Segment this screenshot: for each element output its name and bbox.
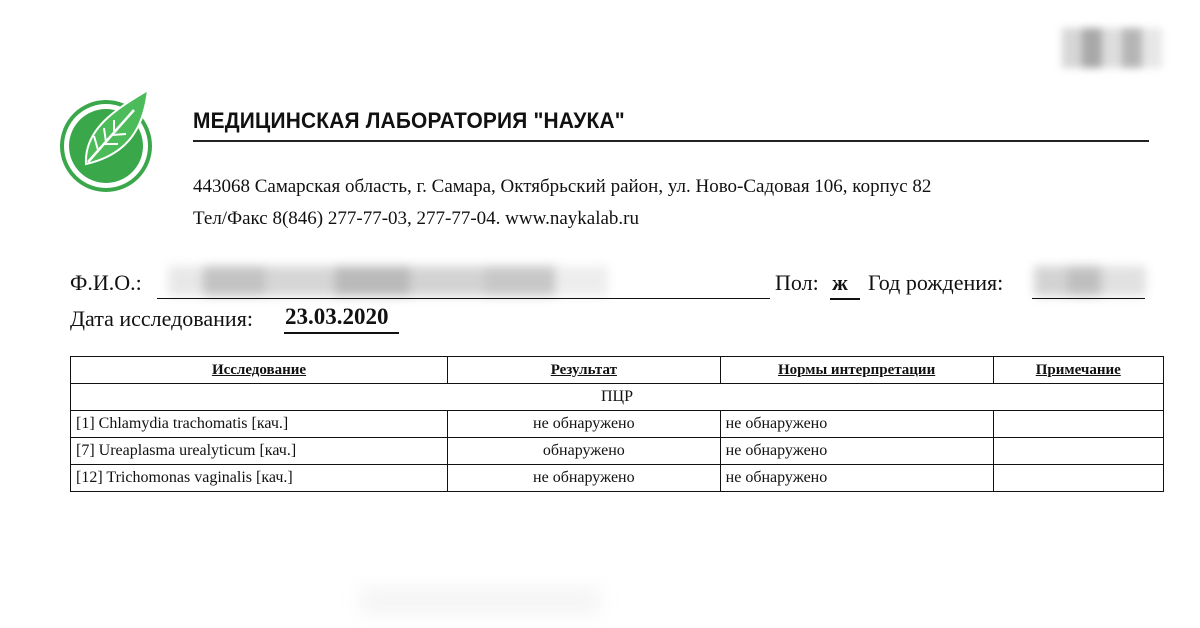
redacted-birth-year <box>1034 266 1146 296</box>
header-note: Примечание <box>993 357 1163 384</box>
table-header-row <box>71 357 1164 384</box>
sex-underline <box>830 298 860 300</box>
table-row <box>71 411 1164 438</box>
table-row <box>71 438 1164 465</box>
redacted-corner-mark <box>1062 28 1162 68</box>
test-note <box>993 411 1163 438</box>
study-date-value: 23.03.2020 <box>285 304 389 329</box>
test-name: [1] Chlamydia trachomatis [кач.] <box>71 411 448 438</box>
test-name: [7] Ureaplasma urealyticum [кач.] <box>71 438 448 465</box>
test-name: [12] Trichomonas vaginalis [кач.] <box>71 465 448 492</box>
header-study: Исследование <box>71 357 448 384</box>
title-underline <box>193 140 1149 142</box>
test-norm: не обнаружено <box>720 438 993 465</box>
study-date-underline <box>284 332 399 334</box>
test-note <box>993 438 1163 465</box>
lab-contacts: Тел/Факс 8(846) 277-77-03, 277-77-04. www.naykalab.ru <box>193 208 640 229</box>
section-row <box>71 384 1164 411</box>
test-note <box>993 465 1163 492</box>
sex-label: Пол: <box>775 270 819 295</box>
fio-label: Ф.И.О.: <box>70 270 142 295</box>
test-result: обнаружено <box>448 438 721 465</box>
header-norms: Нормы интерпретации <box>720 357 993 384</box>
fio-underline <box>157 298 770 299</box>
test-norm: не обнаружено <box>720 411 993 438</box>
sex-value: ж <box>832 270 848 295</box>
lab-address: 443068 Самарская область, г. Самара, Октябрьский район, ул. Ново-Садовая 106, корпус 82 <box>193 176 932 197</box>
leaf-icon <box>56 84 164 194</box>
test-norm: не обнаружено <box>720 465 993 492</box>
redacted-patient-name <box>168 266 608 296</box>
header-result: Результат <box>448 357 721 384</box>
birth-year-label: Год рождения: <box>868 270 1004 295</box>
faded-footer-mark <box>360 586 600 616</box>
birth-year-underline <box>1032 298 1145 299</box>
test-result: не обнаружено <box>448 411 721 438</box>
test-result: не обнаружено <box>448 465 721 492</box>
study-date-label: Дата исследования: <box>70 306 253 331</box>
section-label: ПЦР <box>71 384 1164 411</box>
lab-name: МЕДИЦИНСКАЯ ЛАБОРАТОРИЯ "НАУКА" <box>193 108 625 133</box>
results-table <box>70 356 1164 492</box>
table-row <box>71 465 1164 492</box>
